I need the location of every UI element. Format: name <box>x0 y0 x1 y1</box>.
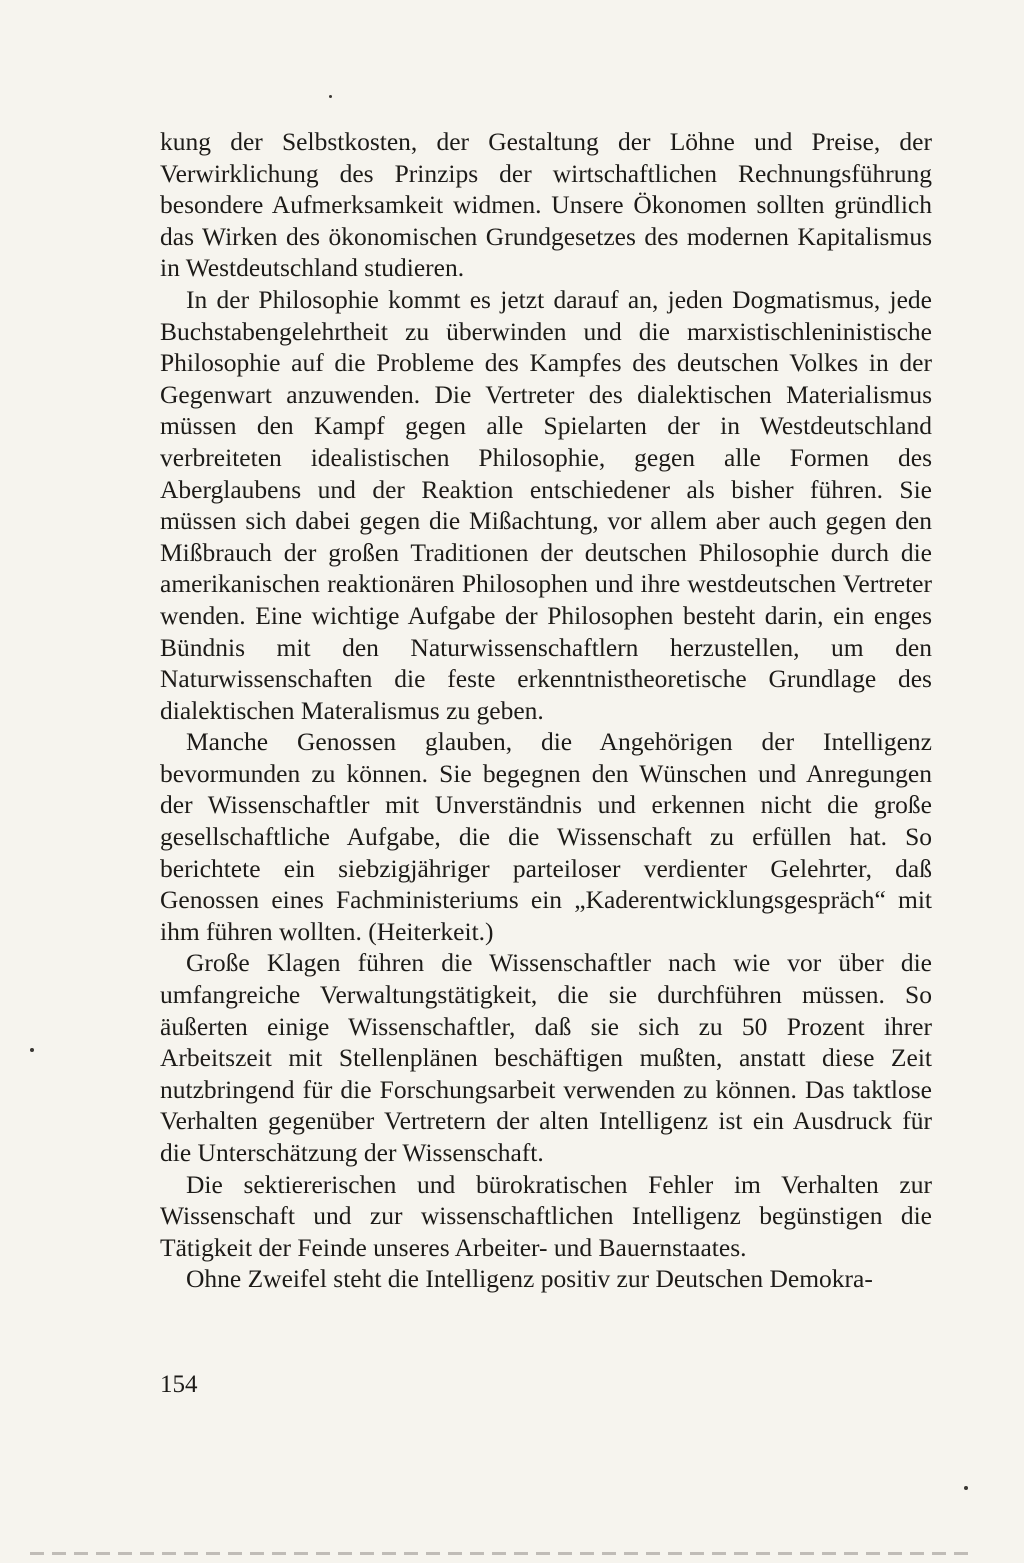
print-speck <box>964 1486 968 1490</box>
paragraph: Große Klagen führen die Wissenschaftler nach wie vor über die umfangreiche Verwaltungstätigkeit, die sie durchführen müssen. So äußerten einige Wissenschaftler, daß sie sich zu 50 Prozent ihrer Arbeitszeit mit Stellenplänen beschäftigen mußten, anstatt diese Zeit nutzbringend für die Forschungsarbeit verwenden zu können. Das taktlose Verhalten gegenüber Vertretern der alten Intelligenz ist ein Ausdruck für die Unterschätzung der Wissenschaft. <box>160 948 932 1167</box>
print-speck <box>329 95 332 98</box>
print-speck <box>30 1048 34 1052</box>
paragraph: Die sektiererischen und bürokratischen Fehler im Verhalten zur Wissenschaft und zur wissenschaftlichen Intelligenz begünstigen die Tätigkeit der Feinde unseres Arbeiter- und Bauernstaates. <box>160 1169 932 1262</box>
paragraph: Ohne Zweifel steht die Intelligenz positiv zur Deutschen Demokra- <box>186 1264 873 1294</box>
paragraph: kung der Selbstkosten, der Gestaltung der Löhne und Preise, der Verwirklichung des Prinzips der wirtschaftlichen Rechnungsführung besondere Aufmerksamkeit widmen. Unsere Ökonomen sollten gründlich das Wirken des ökonomischen Grundgesetzes des modernen Kapitalismus in Westdeutschland studieren. <box>160 127 932 283</box>
paragraph: In der Philosophie kommt es jetzt darauf an, jeden Dogmatismus, jede Buchstabengelehrtheit zu überwinden und die marxistischleninistische Philosophie auf die Probleme des Kampfes des deutschen Volkes in der Gegenwart anzuwenden. Die Vertreter des dialektischen Materialismus müssen den Kampf gegen alle Spielarten der in Westdeutschland verbreiteten idealistischen Philosophie, gegen alle Formen des Aberglaubens und der Reaktion entschiedener als bisher führen. Sie müssen sich dabei gegen die Mißachtung, vor allem aber auch gegen den Mißbrauch der großen Traditionen der deutschen Philosophie durch die amerikanischen reaktionären Philosophen und ihre westdeutschen Vertreter wenden. Eine wichtige Aufgabe der Philosophen besteht darin, ein enges Bündnis mit den Naturwissenschaftlern herzustellen, um den Naturwissenschaften die feste erkenntnistheoretische Grundlage des dialektischen Materalismus zu geben. <box>160 284 932 725</box>
scan-edge <box>30 1552 970 1555</box>
body-text <box>160 126 932 1295</box>
paragraph: Manche Genossen glauben, die Angehörigen der Intelligenz bevormunden zu können. Sie begegnen den Wünschen und Anregungen der Wissenschaftler mit Unverständnis und erkennen nicht die große gesellschaftliche Aufgabe, die die Wissenschaft zu erfüllen hat. So berichtete ein siebzigjähriger parteiloser verdienter Gelehrter, daß Genossen eines Fachministeriums ein „Kaderentwicklungsgespräch“ mit ihm führen wollten. (Heiterkeit.) <box>160 727 932 946</box>
page-number: 154 <box>160 1371 198 1398</box>
